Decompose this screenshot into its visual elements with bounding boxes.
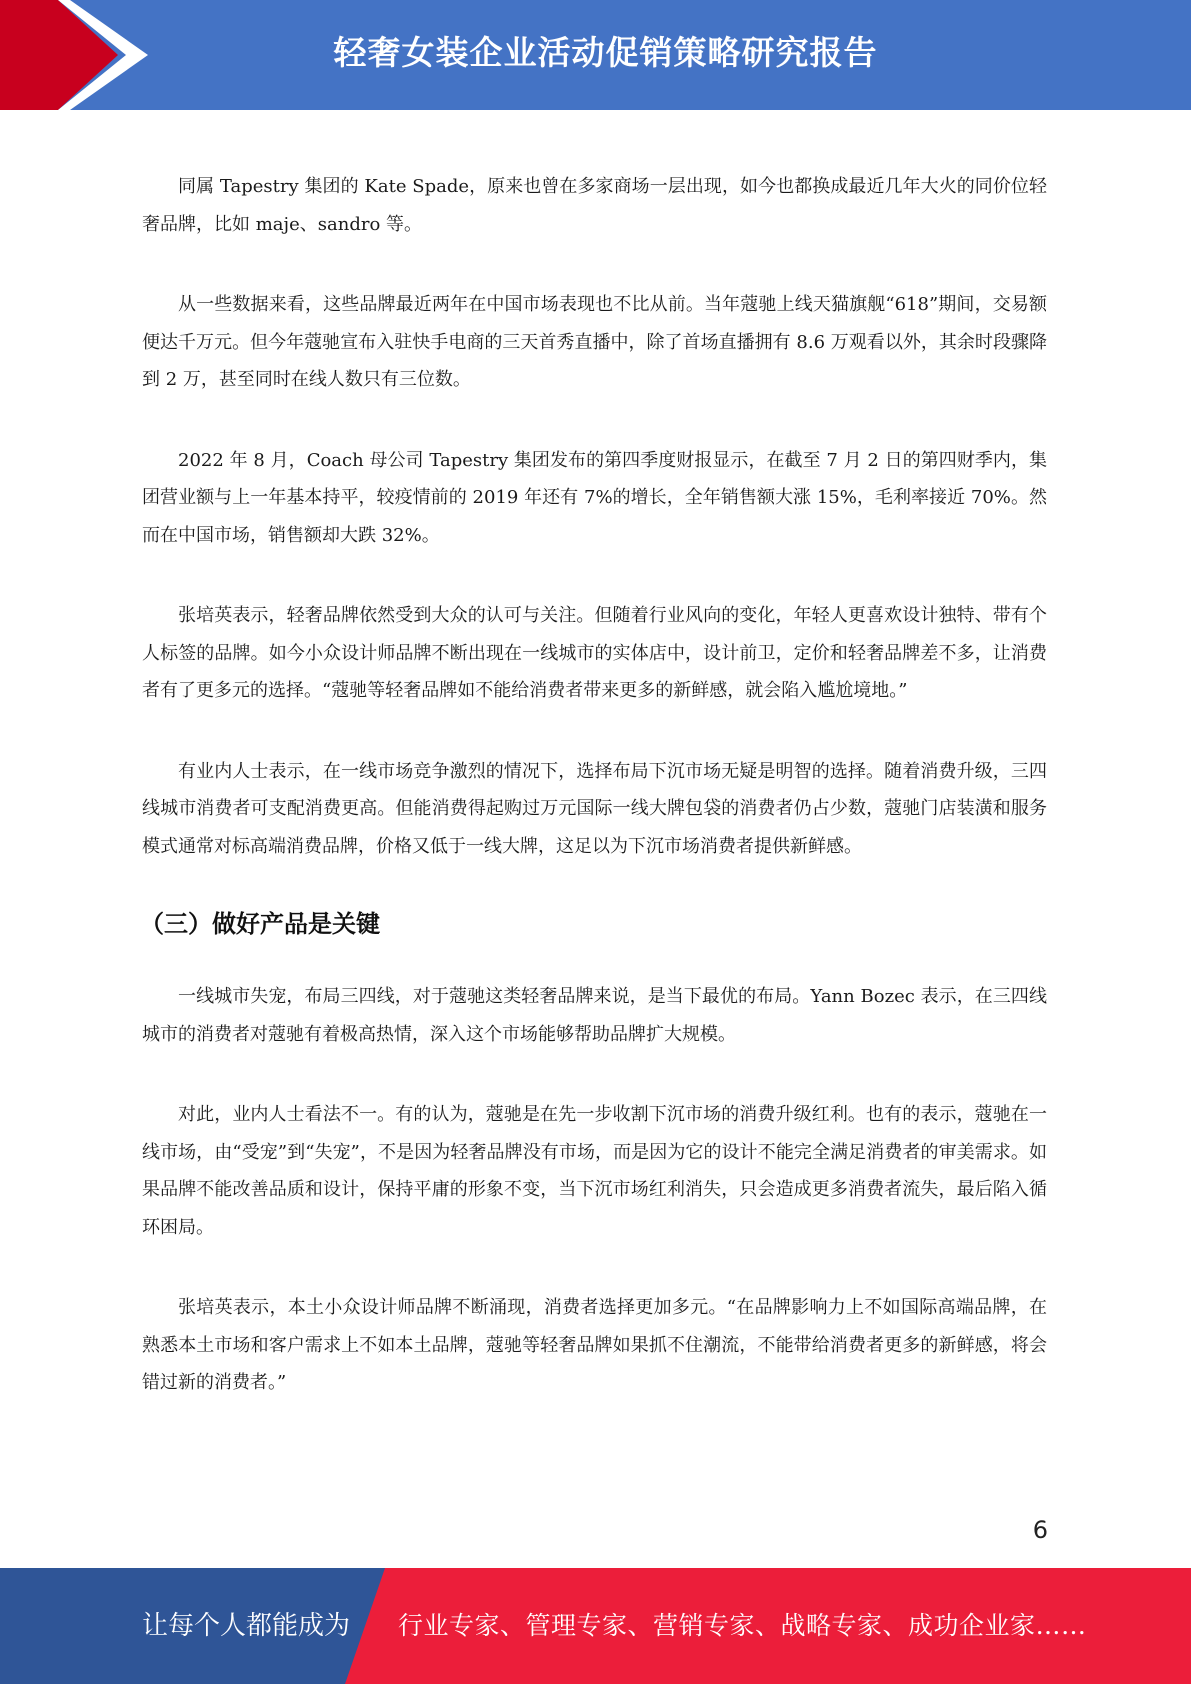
footer-slogan-left: 让每个人都能成为 (142, 1611, 351, 1641)
paragraph: 张培英表示，本土小众设计师品牌不断涌现，消费者选择更加多元。“在品牌影响力上不如国际高端品牌，在熟悉本土市场和客户需求上不如本土品牌，蔻驰等轻奢品牌如果抓不住潮流，不能带给消费者更多的新鲜感，将会错过新的消费者。” (142, 1297, 1047, 1393)
main-content (142, 168, 1047, 1445)
paragraph: 张培英表示，轻奢品牌依然受到大众的认可与关注。但随着行业风向的变化，年轻人更喜欢设计独特、带有个人标签的品牌。如今小众设计师品牌不断出现在一线城市的实体店中，设计前卫，定价和轻奢品牌差不多，让消费者有了更多元的选择。“蔻驰等轻奢品牌如不能给消费者带来更多的新鲜感，就会陷入尴尬境地。” (142, 605, 1047, 701)
paragraph: 一线城市失宠，布局三四线，对于蔻驰这类轻奢品牌来说，是当下最优的布局。Yann Bozec 表示，在三四线城市的消费者对蔻驰有着极高热情，深入这个市场能够帮助品牌扩大规模。 (142, 986, 1047, 1045)
page-header (0, 0, 1191, 110)
document-title: 轻奢女装企业活动促销策略研究报告 (333, 33, 878, 72)
page-number: 6 (1032, 1516, 1048, 1544)
footer-slogan-right: 行业专家、管理专家、营销专家、战略专家、成功企业家…… (398, 1611, 1087, 1640)
paragraph: 2022 年 8 月，Coach 母公司 Tapestry 集团发布的第四季度财报显示，在截至 7 月 2 日的第四财季内，集团营业额与上一年基本持平，较疫情前的 2019 年还有 7%的增长，全年销售额大涨 15%，毛利率接近 70%。然而在中国市场，销售额却大跌 32%。 (142, 449, 1047, 546)
section-heading: （三）做好产品是关键 (140, 910, 380, 938)
paragraph: 同属 Tapestry 集团的 Kate Spade，原来也曾在多家商场一层出现，如今也都换成最近几年大火的同价位轻奢品牌，比如 maje、sandro 等。 (142, 176, 1047, 235)
paragraph: 对此，业内人士看法不一。有的认为，蔻驰是在先一步收割下沉市场的消费升级红利。也有的表示，蔻驰在一线市场，由“受宠”到“失宠”，不是因为轻奢品牌没有市场，而是因为它的设计不能完全满足消费者的审美需求。如果品牌不能改善品质和设计，保持平庸的形象不变，当下沉市场红利消失，只会造成更多消费者流失，最后陷入循环困局。 (142, 1104, 1047, 1238)
paragraph: 有业内人士表示，在一线市场竞争激烈的情况下，选择布局下沉市场无疑是明智的选择。随着消费升级，三四线城市消费者可支配消费更高。但能消费得起购过万元国际一线大牌包袋的消费者仍占少数，蔻驰门店装潢和服务模式通常对标高端消费品牌，价格又低于一线大牌，这足以为下沉市场消费者提供新鲜感。 (142, 760, 1047, 857)
paragraph: 从一些数据来看，这些品牌最近两年在中国市场表现也不比从前。当年蔻驰上线天猫旗舰“618”期间，交易额便达千万元。但今年蔻驰宣布入驻快手电商的三天首秀直播中，除了首场直播拥有 8.6 万观看以外，其余时段骤降到 2 万，甚至同时在线人数只有三位数。 (142, 294, 1047, 390)
page-footer (0, 1568, 1191, 1684)
